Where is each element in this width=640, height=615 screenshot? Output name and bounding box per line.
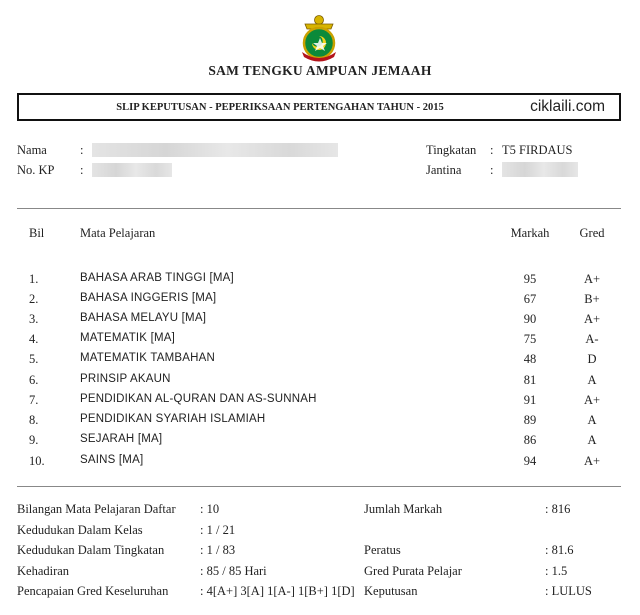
row-bil: 8. bbox=[29, 413, 39, 427]
table-row bbox=[0, 393, 640, 413]
name-label: Nama bbox=[17, 143, 47, 157]
name-redacted bbox=[92, 143, 338, 157]
decision-value: : LULUS bbox=[545, 584, 592, 598]
kp-colon: : bbox=[80, 163, 84, 177]
table-row bbox=[0, 312, 640, 332]
jantina-label: Jantina bbox=[426, 163, 462, 177]
header-subject: Mata Pelajaran bbox=[80, 226, 156, 240]
row-mark: 86 bbox=[523, 433, 537, 447]
class-rank-value: : 1 / 21 bbox=[200, 523, 236, 537]
jantina-redacted bbox=[502, 162, 578, 177]
row-subject: BAHASA INGGERIS [MA] bbox=[80, 292, 217, 304]
row-subject: PENDIDIKAN AL-QURAN DAN AS-SUNNAH bbox=[80, 393, 317, 405]
row-mark: 75 bbox=[523, 332, 537, 346]
row-mark: 81 bbox=[523, 373, 537, 387]
row-grade: A bbox=[587, 373, 597, 387]
kp-redacted bbox=[92, 163, 172, 177]
table-row bbox=[0, 272, 640, 292]
row-bil: 7. bbox=[29, 393, 39, 407]
row-subject: BAHASA ARAB TINGGI [MA] bbox=[80, 272, 234, 284]
table-row bbox=[0, 454, 640, 474]
header-bil: Bil bbox=[29, 226, 45, 240]
class-value: T5 FIRDAUS bbox=[502, 143, 573, 157]
overall-grade-label: Pencapaian Gred Keseluruhan bbox=[17, 584, 169, 598]
row-grade: A+ bbox=[583, 393, 601, 407]
row-grade: D bbox=[587, 352, 597, 366]
row-subject: PENDIDIKAN SYARIAH ISLAMIAH bbox=[80, 413, 266, 425]
table-row bbox=[0, 373, 640, 393]
table-top-rule bbox=[17, 208, 621, 209]
row-bil: 3. bbox=[29, 312, 39, 326]
subjects-registered-label: Bilangan Mata Pelajaran Daftar bbox=[17, 502, 176, 516]
slip-title-box bbox=[17, 93, 621, 121]
row-subject: MATEMATIK TAMBAHAN bbox=[80, 352, 216, 364]
row-grade: A+ bbox=[583, 272, 601, 286]
name-colon: : bbox=[80, 143, 84, 157]
gpa-label: Gred Purata Pelajar bbox=[364, 564, 462, 578]
row-grade: A+ bbox=[583, 312, 601, 326]
attendance-label: Kehadiran bbox=[17, 564, 70, 578]
row-bil: 2. bbox=[29, 292, 39, 306]
row-subject: SAINS [MA] bbox=[80, 454, 144, 466]
class-rank-label: Kedudukan Dalam Kelas bbox=[17, 523, 143, 537]
row-bil: 10. bbox=[29, 454, 45, 468]
subjects-registered-value: : 10 bbox=[200, 502, 220, 516]
row-bil: 6. bbox=[29, 373, 39, 387]
row-bil: 4. bbox=[29, 332, 39, 346]
row-mark: 90 bbox=[523, 312, 537, 326]
row-grade: A- bbox=[585, 332, 599, 346]
row-mark: 67 bbox=[523, 292, 537, 306]
decision-label: Keputusan bbox=[364, 584, 418, 598]
school-name: SAM TENGKU AMPUAN JEMAAH bbox=[208, 63, 432, 78]
row-grade: A bbox=[587, 413, 597, 427]
row-bil: 9. bbox=[29, 433, 39, 447]
row-subject: PRINSIP AKAUN bbox=[80, 373, 171, 385]
row-grade: A bbox=[587, 433, 597, 447]
row-subject: MATEMATIK [MA] bbox=[80, 332, 176, 344]
slip-title: SLIP KEPUTUSAN - PEPERIKSAAN PERTENGAHAN TAHUN - 2015 bbox=[116, 102, 444, 113]
jantina-colon: : bbox=[490, 163, 494, 177]
percentage-value: : 81.6 bbox=[545, 543, 574, 557]
overall-grade-value: : 4[A+] 3[A] 1[A-] 1[B+] 1[D] bbox=[200, 584, 355, 598]
total-marks-value: : 816 bbox=[545, 502, 571, 516]
row-mark: 95 bbox=[523, 272, 537, 286]
row-subject: SEJARAH [MA] bbox=[80, 433, 163, 445]
total-marks-label: Jumlah Markah bbox=[364, 502, 443, 516]
form-rank-label: Kedudukan Dalam Tingkatan bbox=[17, 543, 165, 557]
attendance-value: : 85 / 85 Hari bbox=[200, 564, 267, 578]
table-bottom-rule bbox=[17, 486, 621, 487]
class-label: Tingkatan bbox=[426, 143, 477, 157]
row-grade: B+ bbox=[584, 292, 600, 306]
watermark: ciklaili.com bbox=[530, 98, 605, 115]
table-header bbox=[0, 226, 640, 246]
percentage-label: Peratus bbox=[364, 543, 401, 557]
kp-label: No. KP bbox=[17, 163, 55, 177]
table-row bbox=[0, 292, 640, 312]
row-mark: 89 bbox=[523, 413, 537, 427]
table-row bbox=[0, 433, 640, 453]
table-row bbox=[0, 413, 640, 433]
gpa-value: : 1.5 bbox=[545, 564, 568, 578]
row-grade: A+ bbox=[583, 454, 601, 468]
class-colon: : bbox=[490, 143, 494, 157]
row-mark: 91 bbox=[523, 393, 537, 407]
table-row bbox=[0, 332, 640, 352]
header-mark: Markah bbox=[510, 226, 550, 240]
row-mark: 94 bbox=[523, 454, 537, 468]
header-grade: Gred bbox=[579, 226, 605, 240]
row-mark: 48 bbox=[523, 352, 537, 366]
school-crest-logo bbox=[298, 12, 340, 64]
form-rank-value: : 1 / 83 bbox=[200, 543, 236, 557]
row-bil: 5. bbox=[29, 352, 39, 366]
row-subject: BAHASA MELAYU [MA] bbox=[80, 312, 207, 324]
table-row bbox=[0, 352, 640, 372]
row-bil: 1. bbox=[29, 272, 39, 286]
